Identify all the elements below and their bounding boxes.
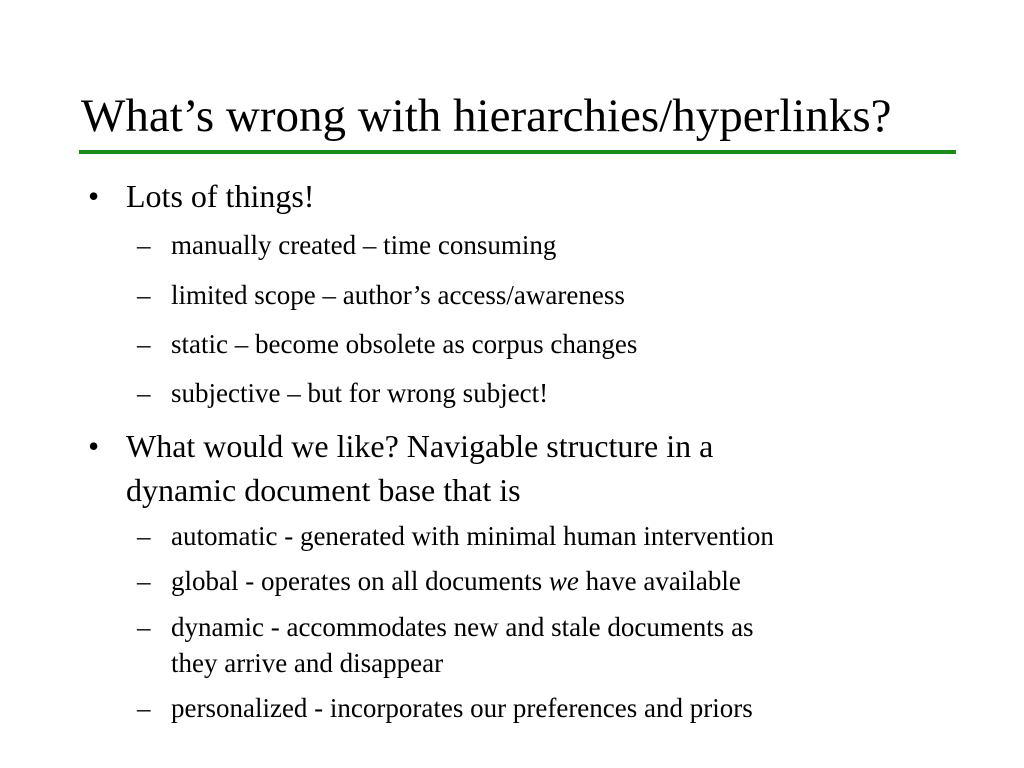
dash-glyph: – bbox=[137, 280, 151, 310]
dash-glyph: – bbox=[137, 566, 151, 596]
sub-bullet-text-part: global - operates on all documents bbox=[171, 566, 549, 596]
sub-bullet-text: subjective – but for wrong subject! bbox=[171, 378, 549, 408]
sub-bullet-text: static – become obsolete as corpus changes bbox=[171, 329, 638, 359]
dash-glyph: – bbox=[137, 693, 151, 723]
bullet-text-line: dynamic document base that is bbox=[126, 472, 521, 508]
bullet-text-line: What would we like? Navigable structure in a bbox=[126, 428, 714, 464]
dash-glyph: – bbox=[137, 378, 151, 408]
sub-bullet-text: manually created – time consuming bbox=[171, 230, 557, 260]
dash-glyph: – bbox=[137, 230, 151, 260]
dash-glyph: – bbox=[137, 329, 151, 359]
sub-bullet-text bbox=[171, 609, 754, 681]
dash-glyph: – bbox=[137, 612, 151, 642]
dash-glyph: – bbox=[137, 521, 151, 551]
title-underline bbox=[79, 150, 956, 154]
bullet-glyph: • bbox=[88, 178, 100, 214]
slide-title: What’s wrong with hierarchies/hyperlinks? bbox=[81, 90, 892, 142]
sub-bullet-text-part: have available bbox=[578, 566, 741, 596]
sub-bullet-text bbox=[171, 563, 741, 599]
bullet-glyph: • bbox=[88, 428, 100, 464]
bullet-text bbox=[126, 424, 713, 512]
sub-bullet-text: personalized - incorporates our preferences and priors bbox=[171, 693, 753, 723]
bullet-text: Lots of things! bbox=[126, 178, 315, 214]
sub-bullet-text: automatic - generated with minimal human intervention bbox=[171, 521, 774, 551]
sub-bullet-text-line: dynamic - accommodates new and stale documents as bbox=[171, 612, 754, 642]
emphasis-text: we bbox=[548, 566, 579, 596]
sub-bullet-text: limited scope – author’s access/awareness bbox=[171, 280, 625, 310]
sub-bullet-text-line: they arrive and disappear bbox=[171, 648, 444, 678]
